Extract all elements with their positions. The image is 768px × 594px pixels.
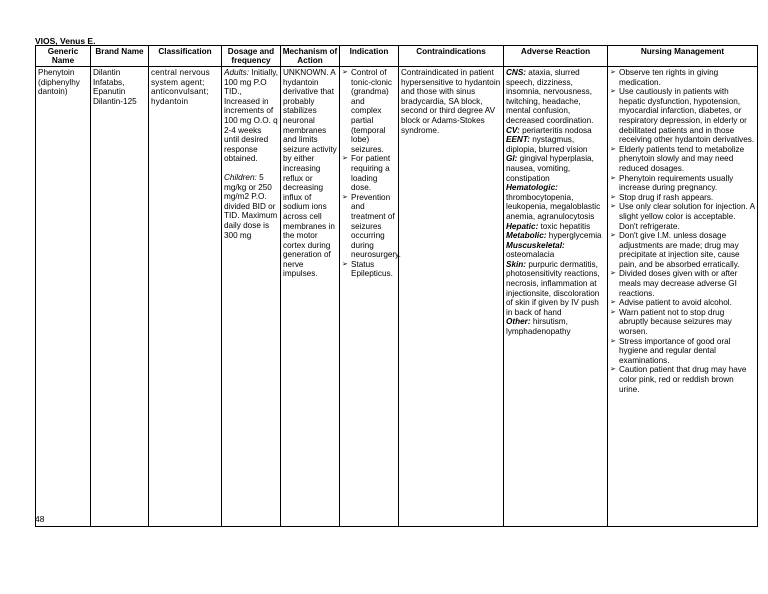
nursing-management-cell — [608, 67, 758, 527]
header-adverse-reaction: Adverse Reaction — [504, 46, 608, 67]
adverse-reaction-cell — [504, 67, 608, 527]
adverse-item-gi: GI: gingival hyperplasia, nausea, vomiting, constipation — [506, 154, 594, 183]
list-item: ➢ Elderly patients tend to metabolize phenytoin slowly and may need reduced dosages. — [610, 145, 755, 174]
list-item: ➢ Stress importance of good oral hygiene and regular dental examinations. — [610, 337, 755, 366]
adverse-item-other: Other: hirsutism, lymphadenopathy — [506, 317, 571, 337]
adverse-item-cns: CNS: ataxia, slurred speech, dizziness, insomnia, nervousness, twitching, headache, mental confusion, decreased coordination. — [506, 68, 594, 125]
list-item: ➢ Stop drug if rash appears. — [610, 193, 755, 203]
author-name: VIOS, Venus E. — [35, 36, 96, 46]
adverse-item-eent: EENT: nystagmus, diplopia, blurred vision — [506, 135, 588, 154]
list-item: ➢ Prevention and treatment of seizures occurring during neurosurgery. — [342, 193, 396, 260]
table-row — [36, 67, 758, 527]
list-item: ➢ Don't give I.M. unless dosage adjustments are made; drug may precipitate at injection site, cause pain, and be absorbed erratically. — [610, 231, 755, 269]
nursing-list — [610, 68, 755, 394]
mechanism-cell: UNKNOWN. A hydantoin derivative that probably stabilizes neuronal membranes and limits seizure activity by either increasing reflux or decreasing influx of sodium ions across cell membranes in the motor cortex during generation of nerve impulses. — [281, 67, 340, 527]
list-item: ➢ Use cautiously in patients with hepatic dysfunction, hypotension, myocardial infarction, diabetes, or respiratory depression, in elderly or debilitated patients and in those receiving other hydantoin derivatives. — [610, 87, 755, 145]
adults-text: Initially, 100 mg P.O TID., Increased in increments of 100 mg O.O. q 2-4 weeks until desired response obtained. — [224, 68, 279, 164]
list-item: ➢ Status Epilepticus. — [342, 260, 396, 279]
generic-name-cell: Phenytoin (diphenylhy dantoin) — [36, 67, 91, 527]
header-generic-name: Generic Name — [36, 46, 91, 67]
list-item: ➢ Phenytoin requirements usually increase during pregnancy. — [610, 174, 755, 193]
indication-list — [342, 68, 401, 279]
list-item: ➢ Caution patient that drug may have color pink, red or reddish brown urine. — [610, 365, 755, 394]
adults-dosage — [224, 68, 278, 164]
adverse-item-skin: Skin: purpuric dermatitis, photosensitivity reactions, necrosis, inflammation at injectionsite, discoloration of skin if given by IV push in back of hand — [506, 259, 600, 317]
children-dosage — [224, 173, 278, 240]
header-contraindications: Contraindications — [399, 46, 504, 67]
list-item: ➢ For patient requiring a loading dose. — [342, 154, 396, 192]
adults-label: Adults: — [224, 68, 250, 77]
header-nursing-management: Nursing Management — [608, 46, 758, 67]
list-item: ➢ Warn patient not to stop drug abruptly because seizures may worsen. — [610, 308, 755, 337]
drug-table — [35, 45, 758, 527]
brand-name-cell: Dilantin Infatabs, Epanutin Dilantin-125 — [91, 67, 149, 527]
dosage-cell — [222, 67, 281, 527]
list-item: ➢ Observe ten rights in giving medication. — [610, 68, 755, 87]
adverse-item-hepatic: Hepatic: toxic hepatitis — [506, 221, 591, 231]
list-item: ➢ Use only clear solution for injection. A slight yellow color is acceptable. Don't refrigerate. — [610, 202, 755, 231]
header-dosage: Dosage and frequency — [222, 46, 281, 67]
adverse-item-hematologic: Hematologic: thrombocytopenia, leukopenia, megaloblastic anemia, agranulocytosis — [506, 183, 601, 221]
adverse-item-metabolic: Metabolic: hyperglycemia — [506, 231, 602, 241]
header-indication: Indication — [340, 46, 399, 67]
list-item: ➢ Divided doses given with or after meals may decrease adverse GI reactions. — [610, 269, 755, 298]
header-row — [36, 46, 758, 67]
list-item: ➢ Advise patient to avoid alcohol. — [610, 298, 755, 308]
header-brand-name: Brand Name — [91, 46, 149, 67]
children-text: 5 mg/kg or 250 mg/m2 P.O. divided BID or TID. Maximum daily dose is 300 mg — [224, 172, 278, 240]
page-number: 48 — [35, 514, 45, 524]
children-label: Children: — [224, 172, 257, 182]
contraindications-cell: Contraindicated in patient hypersensitive to hydantoin and those with sinus bradycardia, SA block, second or third degree AV block or Adams-Stokes syndrome. — [399, 67, 504, 527]
adverse-item-cv: CV: periarteritis nodosa — [506, 125, 592, 135]
indication-cell — [340, 67, 399, 527]
header-mechanism: Mechanism of Action — [281, 46, 340, 67]
adverse-item-musculoskeletal: Muscuskeletal: osteomalacia — [506, 240, 565, 260]
list-item: ➢ Control of tonic-clonic (grandma) and complex partial (temporal lobe) seizures. — [342, 68, 396, 154]
header-classification: Classification — [149, 46, 222, 67]
classification-cell: central nervous system agent; anticonvulsant; hydantoin — [149, 67, 222, 527]
